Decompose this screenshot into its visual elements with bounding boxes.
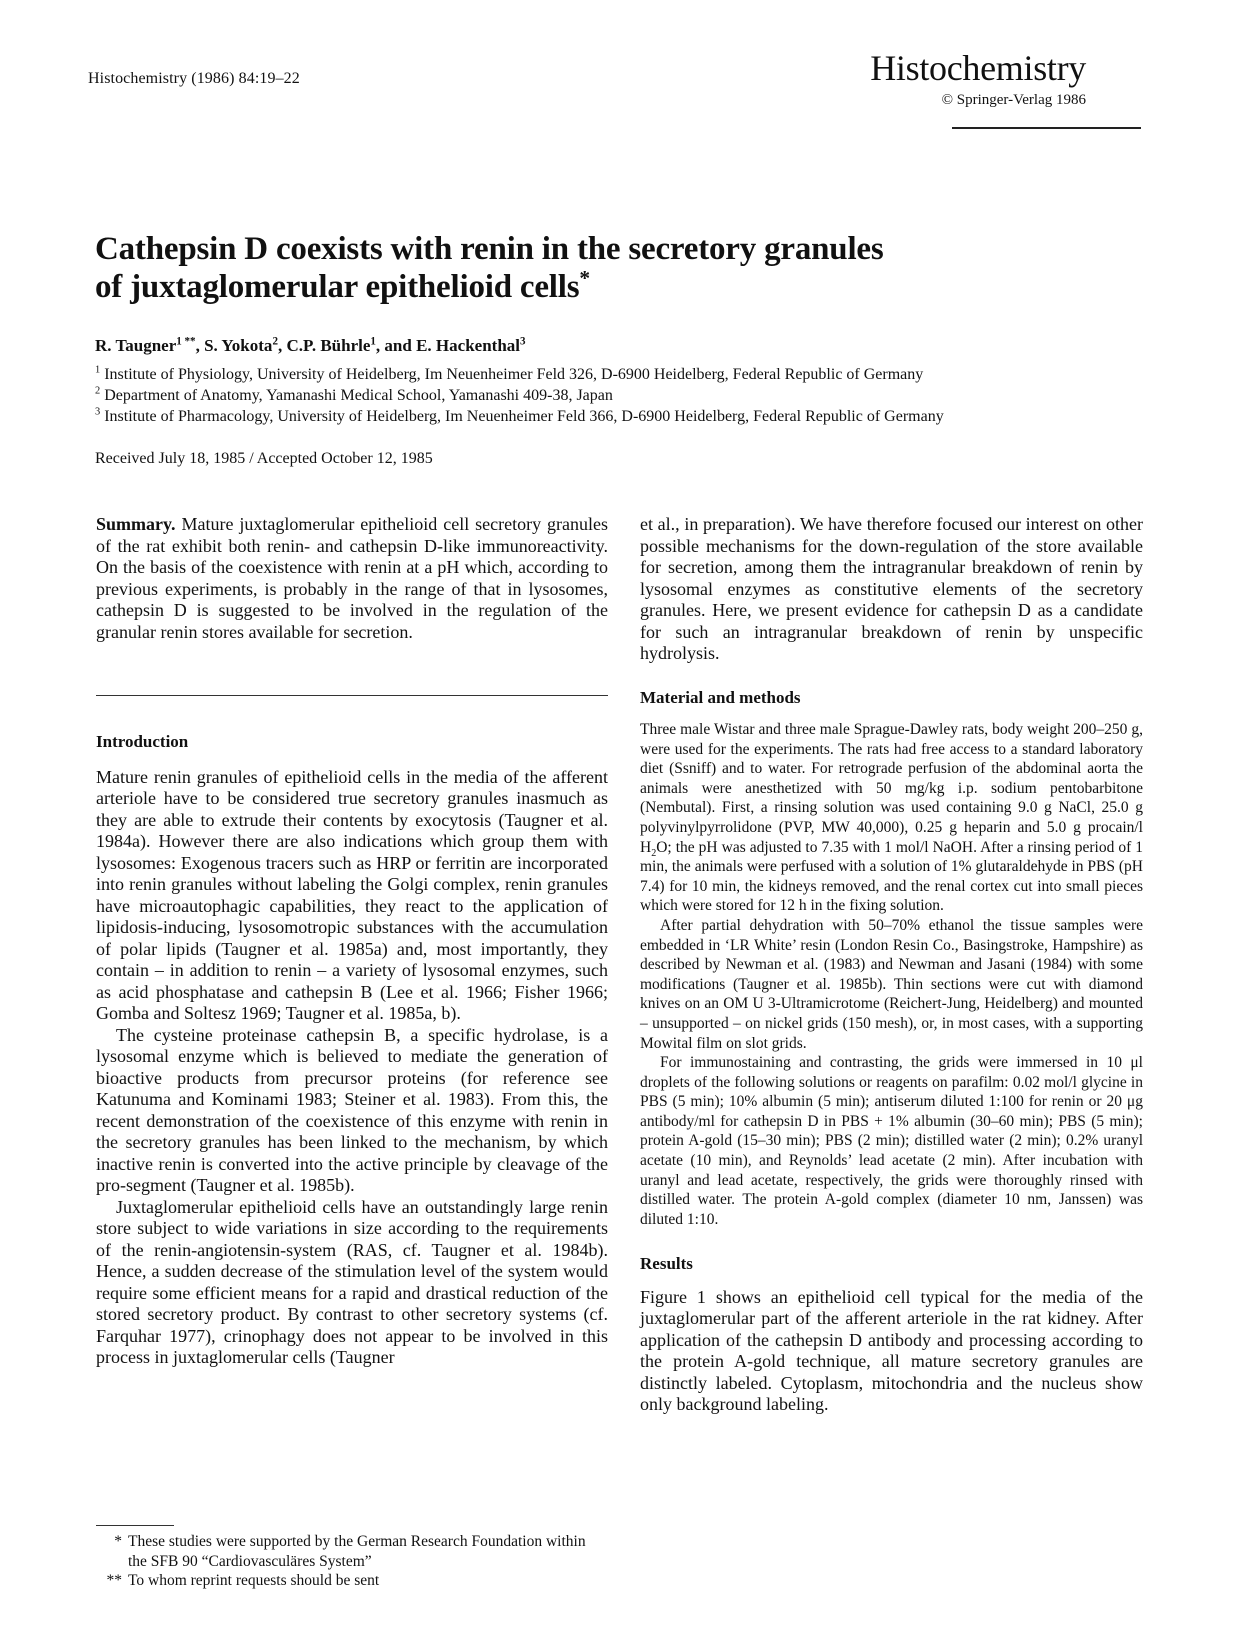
footnotes <box>96 1532 608 1591</box>
affiliation-number: 3 <box>95 406 101 418</box>
author-separator: , <box>277 336 287 355</box>
author-affiliation-mark: 1 <box>370 335 376 348</box>
methods-text: Three male Wistar and three male Sprague-Dawley rats, body weight 200–250 g, were used for the experiments. The rats had free access to a standard laboratory diet (Ssniff) and to water. For retrograde perfusion of the abdominal aorta the animals were anesthetized with 50 mg/kg i.p. sodium pentobarbitone (Nembutal). First, a rinsing solution was used containing 9.0 g NaCl, 25.0 g polyvinylpyrrolidone (PVP, MW 40,000), 0.25 g heparin and 5.0 g procain/l H <box>640 721 1143 856</box>
introduction-paragraph: Juxtaglomerular epithelioid cells have an outstandingly large renin store subject to wide variations in size according to the requirements of the renin-angiotensin-system (RAS, cf. Taugner et al. 1984b). Hence, a sudden decrease of the stimulation level of the system would require some efficient means for a rapid and drastical reduction of the stored secretory product. By contrast to other secretory systems (cf. Farquhar 1977), crinophagy does not appear to be involved in this process in juxtaglomerular cells (Taugner <box>96 1196 608 1367</box>
affiliation-text: Institute of Pharmacology, University of Heidelberg, Im Neuenheimer Feld 366, D-6900 Heidelberg, Federal Republic of Germany <box>104 408 944 425</box>
journal-masthead <box>786 48 1086 109</box>
footnote-mark: ** <box>106 1572 122 1589</box>
affiliation-text: Institute of Physiology, University of Heidelberg, Im Neuenheimer Feld 326, D-6900 Heidelberg, Federal Republic of Germany <box>104 366 924 383</box>
footnote-text: To whom reprint requests should be sent <box>128 1572 380 1589</box>
author-separator: , and <box>375 336 417 355</box>
publisher-copyright: © Springer-Verlag 1986 <box>941 92 1086 108</box>
introduction-paragraph: Mature renin granules of epithelioid cells in the media of the afferent arteriole have to be considered true secretory granules inasmuch as they are able to extrude their contents by exocytosis (Taugner et al. 1984a). However there are also indications which group them with lysosomes: Exogenous tracers such as HRP or ferritin are incorporated into renin granules without labeling the Golgi complex, renin granules have microautophagic capabilities, they react to the application of lipidosis-inducing, lysosomotropic substances with the accumulation of polar lipids (Taugner et al. 1985a) and, most importantly, they contain – in addition to renin – a variety of lysosomal enzymes, such as acid phosphatase and cathepsin B (Lee et al. 1966; Fisher 1966; Gomba and Soltesz 1969; Taugner et al. 1985a, b). <box>96 766 608 1023</box>
introduction-continuation: et al., in preparation). We have therefore focused our interest on other possible mechanisms for the down-regulation of the store available for secretion, among them the intragranular breakdown of renin by lysosomal enzymes as constitutive elements of the secretory granules. Here, we present evidence for cathepsin D as a candidate for such an intragranular breakdown of renin by unspecific hydrolysis. <box>640 514 1143 663</box>
author-separator: , <box>195 336 205 355</box>
affiliation-item <box>95 364 944 385</box>
author-affiliation-mark: 3 <box>520 335 526 348</box>
journal-name: Histochemistry <box>870 48 1086 88</box>
subscript: 2 <box>651 847 657 859</box>
article-title <box>95 230 1075 306</box>
affiliation-item <box>95 406 944 427</box>
footnote-rule <box>96 1525 174 1526</box>
right-column <box>640 514 1143 1416</box>
affiliation-number: 1 <box>95 364 101 376</box>
methods-text: O; the pH was adjusted to 7.35 with 1 mol/l NaOH. After a rinsing period of 1 min, the animals were perfused with a solution of 1% glutaraldehyde in PBS (pH 7.4) for 10 min, the kidneys removed, and the renal cortex cut into small pieces which were stored for 12 h in the fixing solution. <box>640 838 1143 915</box>
author-name: R. Taugner <box>95 336 177 355</box>
methods-paragraph <box>640 720 1143 916</box>
received-dates: Received July 18, 1985 / Accepted October 12, 1985 <box>95 450 433 467</box>
affiliation-text: Department of Anatomy, Yamanashi Medical School, Yamanashi 409-38, Japan <box>104 387 613 404</box>
results-paragraph: Figure 1 shows an epithelioid cell typical for the media of the juxtaglomerular part of the afferent arteriole in the rat kidney. After application of the cathepsin D antibody and processing according to the protein A-gold technique, all mature secretory granules are distinctly labeled. Cytoplasm, mitochondria and the nucleus show only background labeling. <box>640 1286 1143 1415</box>
footnote-item <box>96 1532 608 1571</box>
masthead-rule <box>952 127 1141 129</box>
introduction-heading: Introduction <box>96 732 189 751</box>
results-heading: Results <box>640 1254 693 1274</box>
author-list <box>95 336 526 356</box>
author-name: C.P. Bührle <box>286 336 371 355</box>
methods-paragraph: For immunostaining and contrasting, the grids were immersed in 10 μl droplets of the following solutions or reagents on parafilm: 0.02 mol/l glycine in PBS (5 min); 10% albumin (5 min); antiserum diluted 1:100 for renin or 20 μg antibody/ml for cathepsin D in PBS + 1% albumin (30–60 min); PBS (5 min); protein A-gold (15–30 min); PBS (2 min); distilled water (2 min); 0.2% uranyl acetate (10 min), and Reynolds’ lead acetate (2 min). After incubation with uranyl and lead acetate, respectively, the grids were thoroughly rinsed with distilled water. The protein A-gold complex (diameter 10 nm, Janssen) was diluted 1:10. <box>640 1054 1143 1228</box>
footnote-text: These studies were supported by the German Research Foundation within the SFB 90 “Cardiovasculäres System” <box>128 1533 586 1570</box>
title-line-1: Cathepsin D coexists with renin in the secretory granules <box>95 231 884 267</box>
introduction-paragraph: The cysteine proteinase cathepsin B, a specific hydrolase, is a lysosomal enzyme which is believed to mediate the generation of bioactive products from precursor proteins (for reference see Katunuma and Kominami 1983; Steiner et al. 1983). From this, the recent demonstration of the coexistence of this enzyme with renin in the secretory granules has been linked to the mechanism, by which inactive renin is converted into the active principle by cleavage of the pro-segment (Taugner et al. 1985b). <box>96 1024 608 1195</box>
affiliation-number: 2 <box>95 385 101 397</box>
author-affiliation-mark: 2 <box>272 335 278 348</box>
affiliation-list <box>95 364 944 427</box>
author-affiliation-mark: 1 ** <box>176 335 196 348</box>
title-line-2: of juxtaglomerular epithelioid cells <box>95 269 580 305</box>
summary-text: Mature juxtaglomerular epithelioid cell secretory granules of the rat exhibit both renin- and cathepsin D-like immunoreactivity. On the basis of the coexistence with renin at a pH which, according to previous experiments, is probably in the range of that in lysosomes, cathepsin D is suggested to be involved in the regulation of the granular renin stores available for secretion. <box>96 514 609 642</box>
summary-paragraph <box>96 514 608 643</box>
title-footnote-mark: * <box>579 266 590 290</box>
journal-citation: Histochemistry (1986) 84:19–22 <box>88 70 300 87</box>
footnote-item <box>96 1571 608 1591</box>
methods-paragraph: After partial dehydration with 50–70% ethanol the tissue samples were embedded in ‘LR White’ resin (London Resin Co., Basingstroke, Hampshire) as described by Newman et al. (1983) and Newman and Jasani (1984) with some modifications (Taugner et al. 1985b). Thin sections were cut with diamond knives on an OM U 3-Ultramicrotome (Reichert-Jung, Heidelberg) and mounted – unsupported – on nickel grids (150 mesh), or, in most cases, with a supporting Mowital film on slot grids. <box>640 916 1143 1052</box>
summary-separator-rule <box>96 695 608 696</box>
summary-label: Summary. <box>96 514 176 534</box>
left-column <box>96 514 608 1369</box>
author-name: S. Yokota <box>204 336 273 355</box>
author-name: E. Hackenthal <box>416 336 520 355</box>
methods-heading: Material and methods <box>640 687 801 707</box>
affiliation-item <box>95 385 944 406</box>
footnote-mark: * <box>114 1533 122 1550</box>
